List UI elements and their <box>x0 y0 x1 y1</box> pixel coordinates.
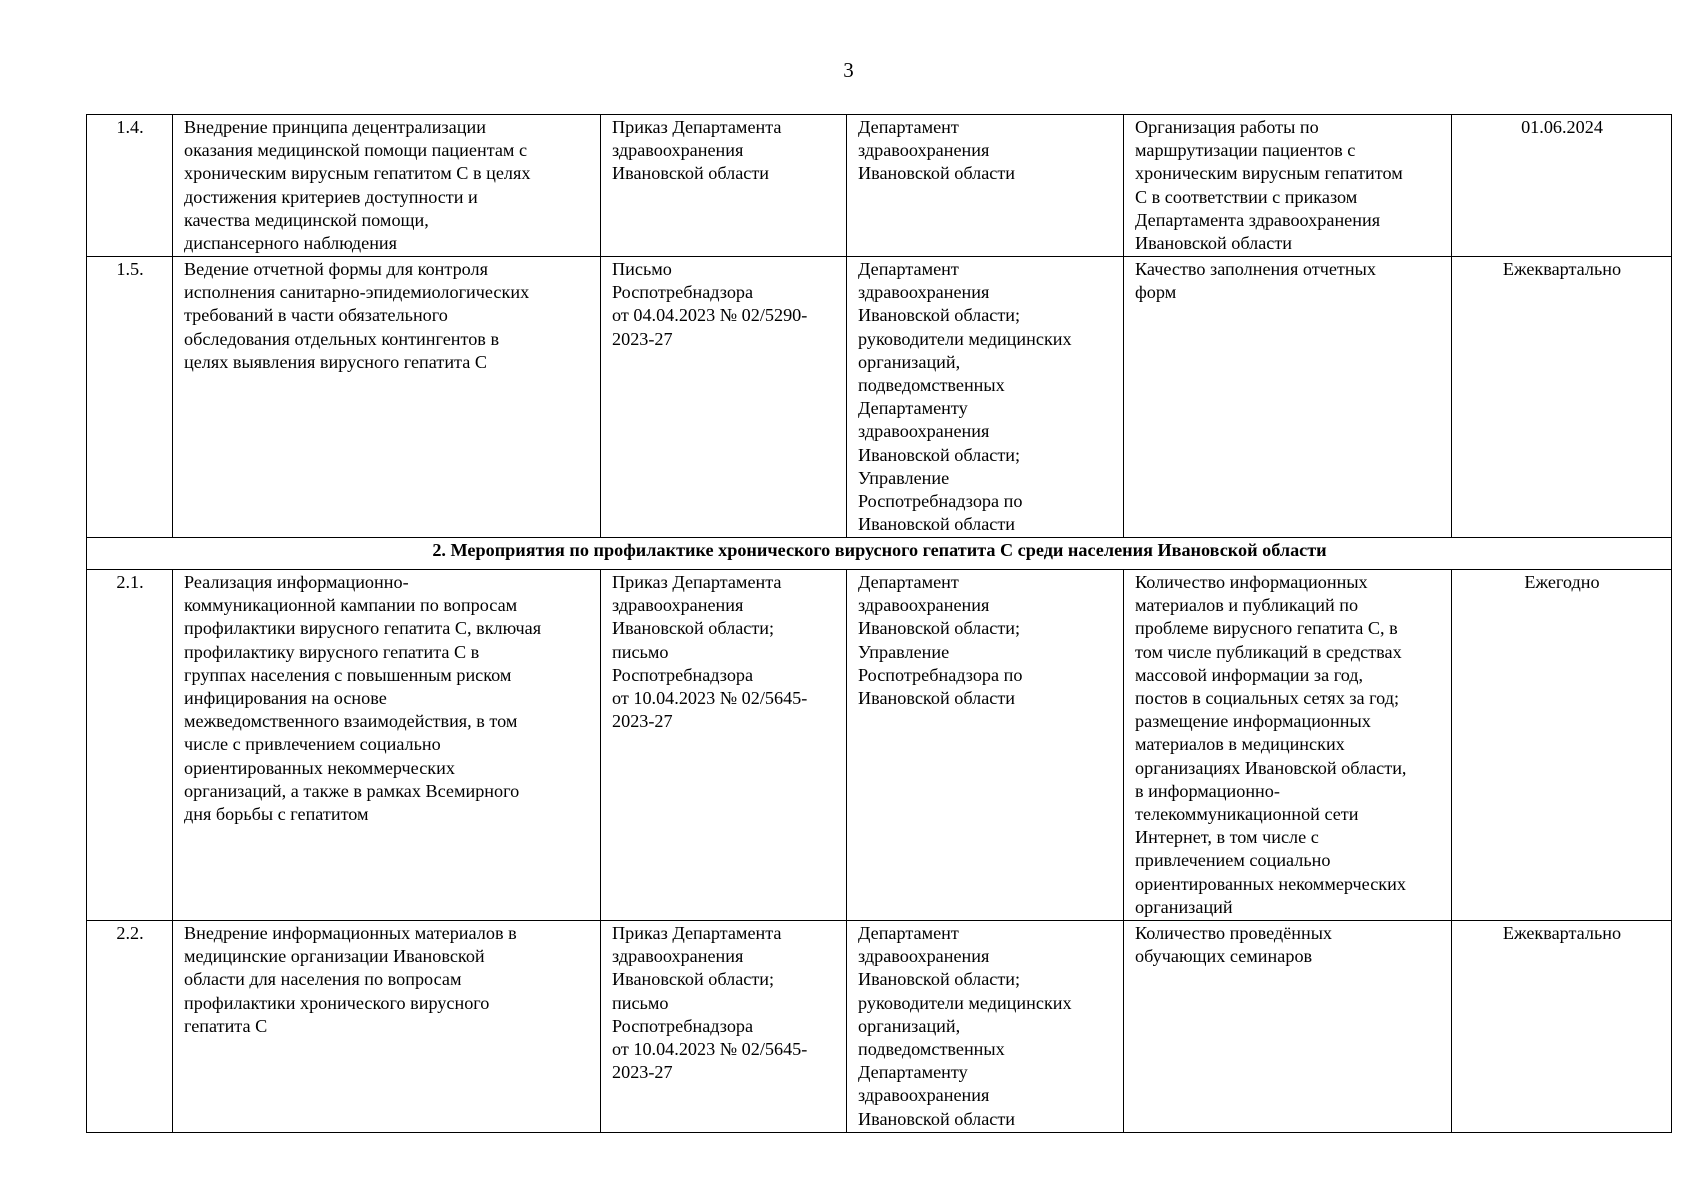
term-cell: Ежеквартально <box>1452 921 1672 1133</box>
executor-cell: Департамент здравоохранения Ивановской области <box>847 115 1124 257</box>
term-cell: Ежеквартально <box>1452 257 1672 538</box>
action-cell: Внедрение принципа децентрализации оказания медицинской помощи пациентам с хроническим вирусным гепатитом С в целях достижения критериев доступности и качества медицинской помощи, диспансерного наблюдения <box>173 115 601 257</box>
indicator-cell: Количество информационных материалов и публикаций по проблеме вирусного гепатита С, в том числе публикаций в средствах массовой информации за год, постов в социальных сетях за год; размещение информационных материалов в медицинских организациях Ивановской области, в информационно- телекоммуникационной сети Интернет, в том числе с привлечением социально ориентированных некоммерческих организаций <box>1124 570 1452 921</box>
action-cell: Внедрение информационных материалов в медицинские организации Ивановской области для населения по вопросам профилактики хронического вирусного гепатита С <box>173 921 601 1133</box>
item-number-cell: 1.5. <box>87 257 173 538</box>
table-row <box>87 921 1672 1133</box>
action-cell: Реализация информационно- коммуникационной кампании по вопросам профилактики вирусного гепатита С, включая профилактику вирусного гепатита С в группах населения с повышенным риском инфицирования на основе межведомственного взаимодействия, в том числе с привлечением социально ориентированных некоммерческих организаций, а также в рамках Всемирного дня борьбы с гепатитом <box>173 570 601 921</box>
page-number: 3 <box>843 58 854 82</box>
indicator-cell: Организация работы по маршрутизации пациентов с хроническим вирусным гепатитом С в соответствии с приказом Департамента здравоохранения Ивановской области <box>1124 115 1452 257</box>
indicator-cell: Количество проведённых обучающих семинаров <box>1124 921 1452 1133</box>
term-cell: 01.06.2024 <box>1452 115 1672 257</box>
basis-cell: Приказ Департамента здравоохранения Ивановской области; письмо Роспотребнадзора от 10.04.2023 № 02/5645- 2023-27 <box>601 570 847 921</box>
executor-cell: Департамент здравоохранения Ивановской области; руководители медицинских организаций, подведомственных Департаменту здравоохранения Ивановской области; Управление Роспотребнадзора по Ивановской области <box>847 257 1124 538</box>
basis-cell: Приказ Департамента здравоохранения Ивановской области <box>601 115 847 257</box>
section-header-row <box>87 538 1672 570</box>
term-cell: Ежегодно <box>1452 570 1672 921</box>
indicator-cell: Качество заполнения отчетных форм <box>1124 257 1452 538</box>
action-cell: Ведение отчетной формы для контроля исполнения санитарно-эпидемиологических требований в части обязательного обследования отдельных контингентов в целях выявления вирусного гепатита С <box>173 257 601 538</box>
basis-cell: Письмо Роспотребнадзора от 04.04.2023 № 02/5290- 2023-27 <box>601 257 847 538</box>
basis-cell: Приказ Департамента здравоохранения Ивановской области; письмо Роспотребнадзора от 10.04.2023 № 02/5645- 2023-27 <box>601 921 847 1133</box>
table-row <box>87 570 1672 921</box>
measures-table <box>86 114 1672 1133</box>
executor-cell: Департамент здравоохранения Ивановской области; руководители медицинских организаций, подведомственных Департаменту здравоохранения Ивановской области <box>847 921 1124 1133</box>
table-row <box>87 257 1672 538</box>
item-number-cell: 1.4. <box>87 115 173 257</box>
table-row <box>87 115 1672 257</box>
executor-cell: Департамент здравоохранения Ивановской области; Управление Роспотребнадзора по Ивановской области <box>847 570 1124 921</box>
section-title: 2. Мероприятия по профилактике хронического вирусного гепатита С среди населения Ивановской области <box>87 538 1672 570</box>
item-number-cell: 2.2. <box>87 921 173 1133</box>
item-number-cell: 2.1. <box>87 570 173 921</box>
